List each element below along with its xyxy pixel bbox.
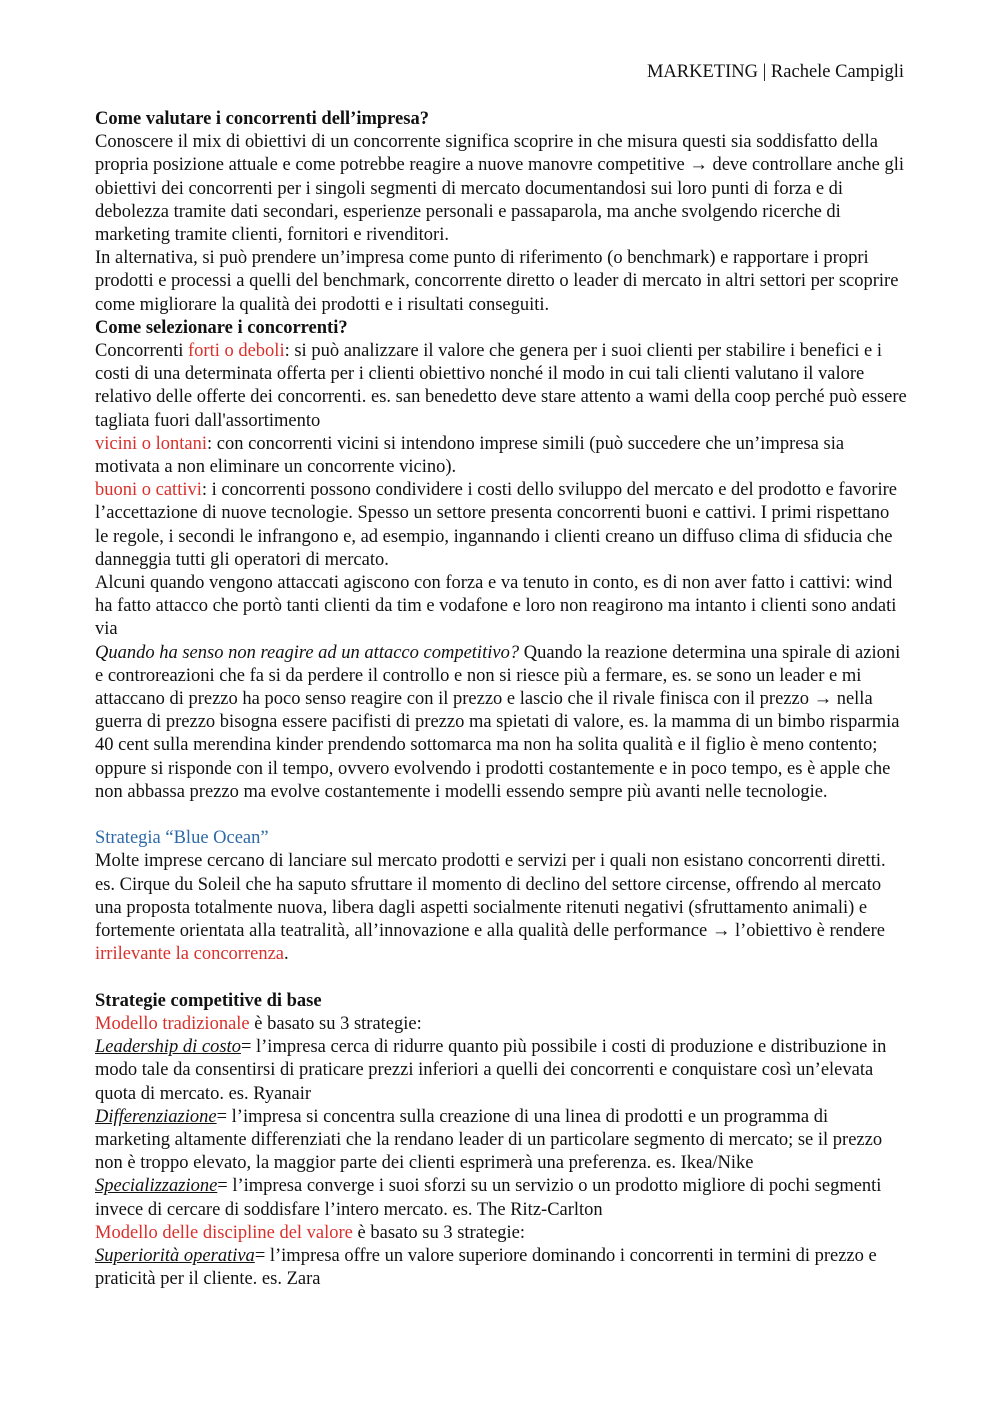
spacer bbox=[95, 967, 907, 990]
paragraph-benchmark: In alternativa, si può prendere un’impresa come punto di riferimento (o benchmark) e rapportare i propri prodotti e processi a quelli del benchmark, concorrente diretto o leader di mercato in altri settori per scoprire come migliorare la qualità dei prodotti e i risultati conseguiti. bbox=[95, 248, 899, 315]
section-heading-blue-ocean: Strategia “Blue Ocean” bbox=[95, 828, 269, 849]
paragraph-specializzazione bbox=[95, 1175, 907, 1221]
paragraph-alcuni: Alcuni quando vengono attaccati agiscono con forza e va tenuto in conto, es di non aver fatto i cattivi: wind ha fatto attacco che portò tanti clienti da tim e vodafone e loro non reagirono ma intanto i clienti sono andati via bbox=[95, 573, 897, 640]
modello-tradizionale-text: è basato su 3 strategie: bbox=[249, 1013, 422, 1034]
answer-text: Quando la reazione determina una spirale di azioni e controreazioni che fa si da perdere il controllo e non si riesce più a fermare, es. se sono un leader e mi attaccano di prezzo ha poco senso reagire con il prezzo e lascio che il rivale finisca con il prezzo → nella guerra di prezzo bisogna essere pacifisti di prezzo ma spietati di valore, es. la mamma di un bimbo risparmia 40 cent sulla merendina kinder prendendo sottomarca ma non ha solita qualità e il figlio è meno contento; oppure si risponde con il tempo, ovvero evolvendo i prodotti costantemente e in poco tempo, es è apple che non abbassa prezzo ma evolve costantemente i modelli essendo sempre più avanti nelle tecnologie. bbox=[95, 642, 901, 802]
leadership-term: Leadership di costo bbox=[95, 1037, 241, 1058]
blue-ocean-highlight: irrilevante la concorrenza bbox=[95, 944, 284, 965]
paragraph-blue-ocean bbox=[95, 850, 907, 966]
document-body bbox=[95, 108, 907, 1291]
differenziazione-term: Differenziazione bbox=[95, 1106, 217, 1127]
paragraph-leadership bbox=[95, 1036, 907, 1106]
paragraph-superiorita bbox=[95, 1245, 907, 1291]
paragraph-reagire bbox=[95, 642, 907, 804]
specializzazione-text: = l’impresa converge i suoi sforzi su un servizio o un prodotto migliore di pochi segmenti invece di cercare di soddisfare l’intero mercato. es. The Ritz-Carlton bbox=[95, 1176, 882, 1220]
superiorita-term: Superiorità operativa bbox=[95, 1245, 255, 1266]
paragraph-vicini-lontani bbox=[95, 433, 907, 479]
modello-discipline-text: è basato su 3 strategie: bbox=[352, 1222, 526, 1243]
modello-tradizionale-label: Modello tradizionale bbox=[95, 1013, 250, 1034]
section-heading-strategie: Strategie competitive di base bbox=[95, 990, 322, 1011]
buoni-cattivi-label: buoni o cattivi bbox=[95, 480, 202, 501]
vicini-lontani-label: vicini o lontani bbox=[95, 433, 208, 454]
differenziazione-text: = l’impresa si concentra sulla creazione di una linea di prodotti e un programma di marketing altamente differenziati che la rendano leader di un particolare segmento di mercato; se il prezzo non è troppo elevato, la maggior parte dei clienti esprimerà una preferenza. es. Ikea/Nike bbox=[95, 1106, 883, 1174]
vicini-lontani-text: : con concorrenti vicini si intendono imprese simili (può succedere che un’impresa sia motivata a non eliminare un concorrente vicino). bbox=[95, 433, 845, 478]
blue-ocean-text: Molte imprese cercano di lanciare sul mercato prodotti e servizi per i quali non esistano concorrenti diretti. es. Cirque du Soleil che ha saputo sfruttare il momento di declino del settore circense, offrendo al mercato una proposta totalmente nuova, libera dagli aspetti socialmente ritenuti negativi (sfruttamento animali) e fortemente orientata alla teatralità, all’innovazione e alla qualità delle performance → l’obiettivo è rendere bbox=[95, 851, 886, 942]
buoni-cattivi-text: : i concorrenti possono condividere i costi dello sviluppo del mercato e del prodotto e favorire l’accettazione di nuove tecnologie. Spesso un settore presenta concorrenti buoni e cattivi. I primi rispettano le regole, i secondi le infrangono e, ad esempio, ingannando i clienti creano un diffuso clima di sfiducia che danneggia tutti gli operatori di mercato. bbox=[95, 480, 897, 570]
spacer bbox=[95, 804, 907, 827]
paragraph-modello-discipline bbox=[95, 1222, 907, 1245]
question-italic: Quando ha senso non reagire ad un attacco competitivo? bbox=[95, 642, 520, 663]
section-heading-valutare: Come valutare i concorrenti dell’impresa? bbox=[95, 109, 429, 129]
forti-prefix: Concorrenti bbox=[95, 341, 188, 362]
blue-ocean-end: . bbox=[284, 944, 289, 965]
specializzazione-term: Specializzazione bbox=[95, 1176, 218, 1197]
modello-discipline-label: Modello delle discipline del valore bbox=[95, 1222, 353, 1243]
paragraph-buoni-cattivi bbox=[95, 479, 907, 572]
superiorita-text: = l’impresa offre un valore superiore dominando i concorrenti in termini di prezzo e praticità per il cliente. es. Zara bbox=[95, 1245, 877, 1290]
paragraph-mix-obiettivi: Conoscere il mix di obiettivi di un concorrente significa scoprire in che misura questi sia soddisfatto della propria posizione attuale e come potrebbe reagire a nuove manovre competitive → deve controllare anche gli obiettivi dei concorrenti per i singoli segmenti di mercato documentandosi sui loro punti di forza e di debolezza tramite dati secondari, esperienze personali e passaparola, ma anche svolgendo ricerche di marketing tramite clienti, fornitori e rivenditori. bbox=[95, 132, 905, 246]
section-heading-selezionare: Come selezionare i concorrenti? bbox=[95, 317, 348, 338]
forti-deboli-label: forti o deboli bbox=[188, 341, 285, 362]
leadership-text: = l’impresa cerca di ridurre quanto più possibile i costi di produzione e distribuzione in modo tale da consentirsi di praticare prezzi inferiori a quelli dei concorrenti e conquistare così un’elevata quota di mercato. es. Ryanair bbox=[95, 1037, 887, 1104]
page-header: MARKETING | Rachele Campigli bbox=[646, 62, 904, 82]
paragraph-differenziazione bbox=[95, 1106, 907, 1176]
paragraph-forti-deboli bbox=[95, 340, 907, 433]
paragraph-modello-tradizionale bbox=[95, 1013, 907, 1036]
forti-deboli-text: : si può analizzare il valore che genera per i suoi clienti per stabilire i benefici e i costi di una determinata offerta per i clienti obiettivo nonché il modo in cui tali clienti valutano il valore relativo delle offerte dei concorrenti. es. san benedetto deve stare attento a wami della coop perché può essere tagliata fuori dall'assortimento bbox=[95, 341, 907, 431]
